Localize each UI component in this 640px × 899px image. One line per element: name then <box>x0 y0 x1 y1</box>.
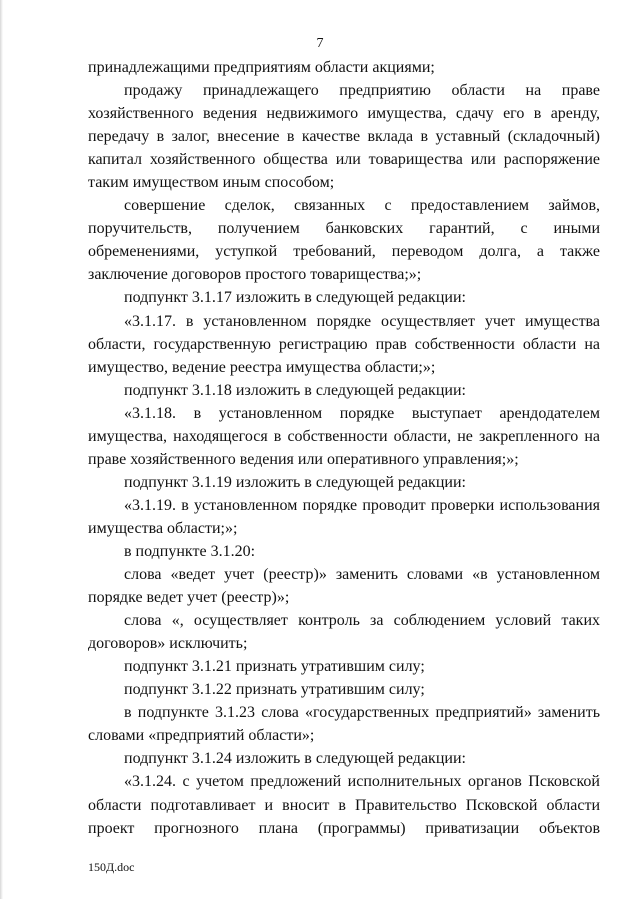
scan-edge <box>0 0 3 899</box>
file-name-footer: 150Д.doc <box>88 860 135 874</box>
paragraph-12: слова «, осуществляет контроль за соблюдением условий таких договоров» исключить; <box>88 612 600 653</box>
paragraph-7: «3.1.18. в установленном порядке выступает арендодателем имущества, находящегося в собственности области, не закрепленного на праве хозяйственного ведения или оперативного управления;»; <box>88 404 600 468</box>
document-body <box>88 56 600 840</box>
page-number: 7 <box>316 36 324 51</box>
paragraph-4: подпункт 3.1.17 изложить в следующей редакции: <box>124 289 466 307</box>
paragraph-17: «3.1.24. с учетом предложений исполнительных органов Псковской области подготавливает и вносит в Правительство Псковской области проект прогнозного плана (программы) приватизации объектов <box>88 773 600 837</box>
paragraph-15: в подпункте 3.1.23 слова «государственных предприятий» заменить словами «предприятий области»; <box>88 704 600 745</box>
paragraph-6: подпункт 3.1.18 изложить в следующей редакции: <box>124 381 466 399</box>
paragraph-14: подпункт 3.1.22 признать утратившим силу; <box>124 681 425 699</box>
paragraph-5: «3.1.17. в установленном порядке осуществляет учет имущества области, государственную регистрацию прав собственности области на имущество, ведение реестра имущества области;»; <box>88 312 600 376</box>
paragraph-9: «3.1.19. в установленном порядке проводит проверки использования имущества области;»; <box>88 496 600 537</box>
paragraph-10: в подпункте 3.1.20: <box>124 542 256 560</box>
paragraph-2: продажу принадлежащего предприятию области на праве хозяйственного ведения недвижимого имущества, сдачу его в аренду, передачу в залог, внесение в качестве вклада в уставный (складочный) капитал хозяйственного общества или товарищества или распоряжение таким имуществом иным способом; <box>88 82 600 192</box>
paragraph-16: подпункт 3.1.24 изложить в следующей редакции: <box>124 750 466 768</box>
paragraph-8: подпункт 3.1.19 изложить в следующей редакции: <box>124 473 466 491</box>
paragraph-11: слова «ведет учет (реестр)» заменить словами «в установленном порядке ведет учет (реестр)»; <box>88 566 600 607</box>
paragraph-1: принадлежащими предприятиям области акциями; <box>88 59 435 76</box>
paragraph-13: подпункт 3.1.21 признать утратившим силу; <box>124 658 425 676</box>
paragraph-3: совершение сделок, связанных с предоставлением займов, поручительств, получением банковских гарантий, с иными обременениями, уступкой требований, переводом долга, а также заключение договоров простого товарищества;»; <box>88 197 600 284</box>
